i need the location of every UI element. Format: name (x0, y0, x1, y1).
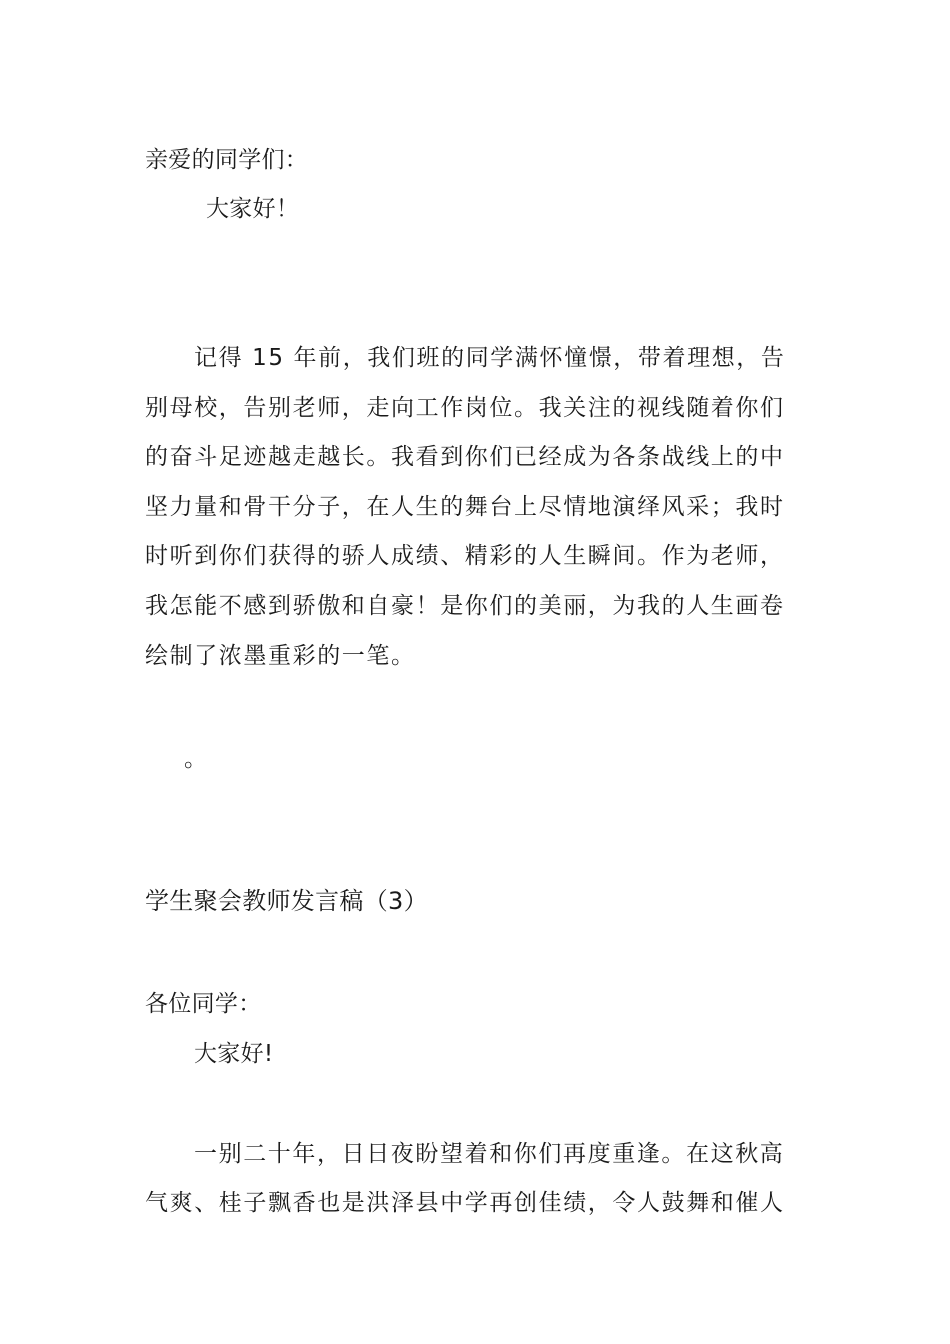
greeting-1: 大家好！ (206, 196, 300, 222)
paragraph-line: 一别二十年，日日夜盼望着和你们再度重逢。在这秋高 (194, 1141, 785, 1167)
paragraph-line: 绘制了浓墨重彩的一笔。 (145, 643, 416, 669)
paragraph-line: 坚力量和骨干分子，在人生的舞台上尽情地演绎风采；我时 (145, 494, 785, 520)
paragraph-line: 的奋斗足迹越走越长。我看到你们已经成为各条战线上的中 (145, 444, 785, 470)
paragraph-line: 气爽、桂子飘香也是洪泽县中学再创佳绩，令人鼓舞和催人 (145, 1190, 785, 1216)
trailing-mark: 。 (184, 746, 208, 772)
salutation-1: 亲爱的同学们： (145, 147, 309, 173)
greeting-3: 大家好! (194, 1041, 274, 1067)
paragraph-line: 我怎能不感到骄傲和自豪！是你们的美丽，为我的人生画卷 (145, 593, 785, 619)
paragraph-line: 别母校，告别老师，走向工作岗位。我关注的视线随着你们 (145, 395, 785, 421)
paragraph-line: 记得 15 年前，我们班的同学满怀憧憬，带着理想，告 (194, 345, 786, 371)
section-title: 学生聚会教师发言稿（3） (145, 887, 428, 915)
salutation-3: 各位同学： (145, 991, 262, 1017)
paragraph-line: 时听到你们获得的骄人成绩、精彩的人生瞬间。作为老师， (145, 543, 785, 569)
